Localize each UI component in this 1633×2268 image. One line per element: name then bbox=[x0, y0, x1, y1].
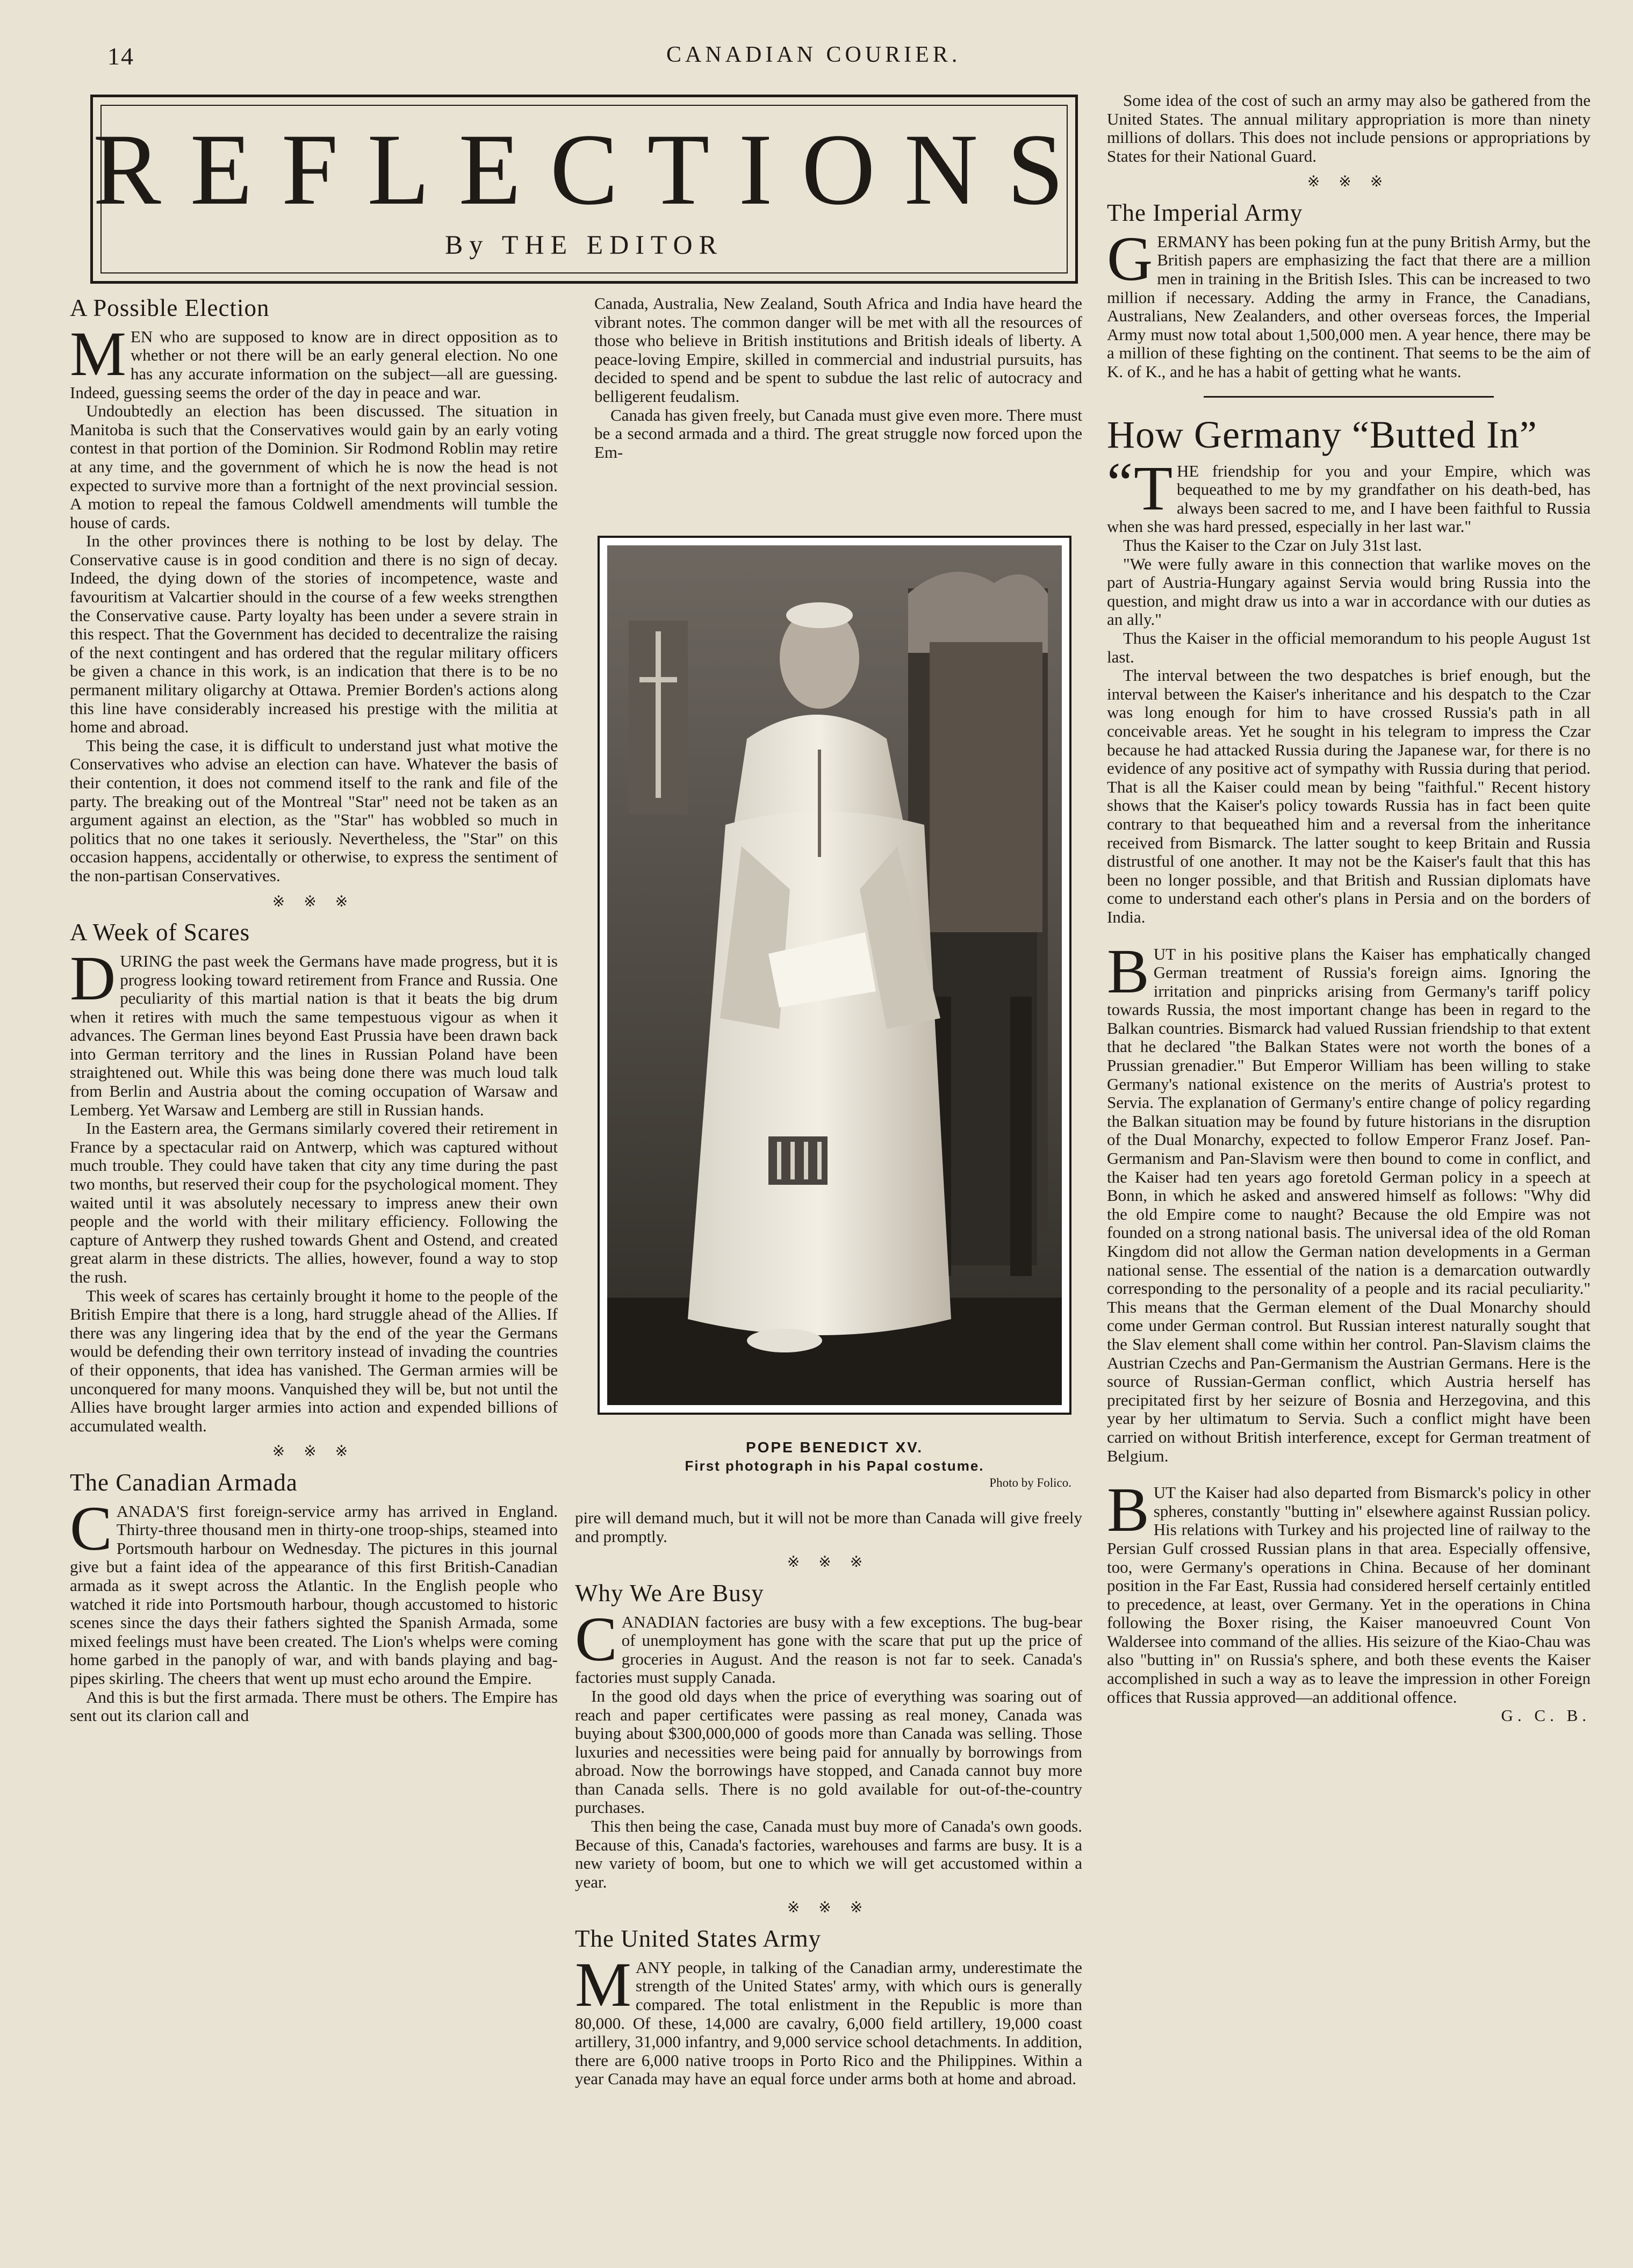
photo-pope-benedict bbox=[598, 536, 1071, 1415]
column-2-top bbox=[594, 294, 1082, 462]
article-paragraph: And this is but the first armada. There must be others. The Empire has sent out its clarion call and bbox=[70, 1687, 558, 1725]
paragraph-text: HE friendship for you and your Empire, which was bequeathed to me by my grandfather on his death-bed, has always been sacred to me, and I have been faithful to Russia when she was hard pressed, especially in her last war." bbox=[1107, 461, 1591, 536]
paragraph-text: UT the Kaiser had also departed from Bismarck's policy in other spheres, constantly "butting in" elsewhere against Russian policy. His relations with Turkey and his projected line of railway to the Persian Gulf crossed Russian plans in that area. Especially offensive, too, were Germany's operations in China. Because of her dominant position in the Far East, Russia had considered herself certainly entitled to precedence, at least, over Germany. Yet in the operations in China following the Boxer rising, the Kaiser manoeuvred Count Von Waldersee into command of the allies. His seizure of the Kiao-Chau was also "butting in" on Russia's sphere, and both these events the Kaiser accomplished in such a way as to leave the impression in other Foreign offices that Russia approved—an additional offence. bbox=[1107, 1483, 1591, 1707]
article-paragraph: Canada, Australia, New Zealand, South Africa and India have heard the vibrant notes. The common danger will be met with all the resources of those who believe in British institutions and British ideals of liberty. A peace-loving Empire, skilled in commercial and industrial pursuits, has decided to spend and be spent to subdue the last relic of autocracy and belligerent feudalism. bbox=[594, 294, 1082, 406]
article-paragraph bbox=[70, 942, 558, 1119]
article-paragraph bbox=[1107, 1474, 1591, 1707]
section-heading: The Imperial Army bbox=[1107, 199, 1303, 226]
section-divider bbox=[1204, 396, 1494, 398]
photo-caption bbox=[598, 1438, 1071, 1491]
drop-cap: D bbox=[70, 942, 116, 1013]
article-paragraph: This then being the case, Canada must buy more of Canada's own goods. Because of this, Canada's factories, warehouses and farms are busy. It is a new variety of boom, but one to which we will get accustomed within a year. bbox=[575, 1817, 1082, 1891]
caption-subtitle: First photograph in his Papal costume. bbox=[685, 1458, 984, 1474]
article-paragraph: In the Eastern area, the Germans similarly covered their retirement in France by a spectacular raid on Antwerp, which was captured without much trouble. They could have taken that city any time during the past two months, but reserved their coup for the psychological moment. They waited until it was absolutely necessary to impress anew their own people and the world with their military efficiency. Following the capture of Antwerp they rushed towards Ghent and Ostend, and created great alarm in these districts. The allies, however, found a way to stop the rush. bbox=[70, 1119, 558, 1286]
article-paragraph: This being the case, it is difficult to understand just what motive the Conservatives who advise an election can have. Whatever the basis of their contention, it does not commend itself to the rank and file of the party. The breaking out of the Montreal "Star" need not be taken as an argument against an election, as the "Star" has wobbled so much in politics that no one takes it seriously. Nevertheless, the "Star" on this occasion happens, accidentally or otherwise, to express the sentiment of the non-partisan Conservatives. bbox=[70, 736, 558, 885]
section-heading: A Week of Scares bbox=[70, 919, 250, 946]
paragraph-text: ANY people, in talking of the Canadian army, underestimate the strength of the United States' army, with which ours is generally compared. The total enlistment in the Republic is more than 80,000. Of these, 14,000 are cavalry, 6,000 field artillery, 19,000 coast artillery, 31,000 infantry, and 9,000 service school detachments. In addition, there are 6,000 native troops in Porto Rico and the Philippines. Within a year Canada may have an equal force under arms both at home and abroad. bbox=[575, 1957, 1082, 2089]
masthead-byline: By THE EDITOR bbox=[444, 229, 724, 260]
article-paragraph bbox=[70, 1493, 558, 1688]
pope-portrait-image bbox=[607, 545, 1062, 1405]
article-paragraph: Thus the Kaiser to the Czar on July 31st last. bbox=[1123, 536, 1422, 555]
masthead-title: REFLECTIONS bbox=[93, 113, 1093, 226]
section-how-germany-butted-in bbox=[1107, 414, 1591, 1725]
section-heading: The Canadian Armada bbox=[70, 1468, 298, 1496]
column-2-bottom bbox=[575, 1509, 1082, 2089]
section-canadian-armada bbox=[70, 1469, 558, 1725]
opening-quote: “ bbox=[1107, 451, 1133, 515]
drop-cap: G bbox=[1107, 223, 1153, 294]
section-ornament: ※ ※ ※ bbox=[787, 1554, 871, 1571]
paragraph-text: UT in his positive plans the Kaiser has emphatically changed German treatment of Russia's foreign aims. Ignoring the irritation and pinpricks arising from Germany's tariff policy towards Russia, the most important change has been in regard to the Balkan countries. Bismarck had valued Russian friendship to that extent that he declared "the Balkan States were not worth the bones of a Prussian grenadier." But Emperor William has been willing to stake Germany's national existence on the merits of Austria's protest to Servia. The explanation of Germany's entire change of policy regarding the Balkan situation may be found by future historians in the disruption of the Dual Monarchy, expected to follow Emperor Franz Josef. Pan-Germanism and Pan-Slavism were then bound to come in conflict, and the Kaiser had ten years ago foretold German policy in a speech at Bonn, in which he asked and answered himself as follows: "Why did the old Empire come to naught? Because the old Empire was not founded on a strong national basis. The universal idea of the old Roman Kingdom did not allow the German nation developments in a German national sense. The essential of the nation is a demarcation outwardly corresponding to the personality of a people and its racial peculiarity." This means that the German element of the Dual Monarchy should come under German control. But Russian interest naturally sought that the Slav element shall come within her control. Pan-Slavism claims the Austrian Czechs and Pan-Germanism the Austrian Germans. Here is the source of Russian-German conflict, which Austria herself has precipitated first by her seizure of Bosnia and Herzegovina, and this year by her ultimatum to Servia. Such a conflict might have been carried on without British interference, except for German treatment of Belgium. bbox=[1107, 944, 1591, 1465]
article-paragraph: "We were fully aware in this connection that warlike moves on the part of Austria-Hungary against Servia would bring Russia into the question, and might draw us into a war in accordance with our duties as an ally." bbox=[1107, 554, 1591, 629]
section-ornament: ※ ※ ※ bbox=[1307, 174, 1391, 191]
section-heading: The United States Army bbox=[575, 1925, 822, 1953]
article-paragraph bbox=[1107, 223, 1591, 381]
column-1 bbox=[70, 294, 558, 1725]
paragraph-text: URING the past week the Germans have made progress, but it is progress looking toward retirement from France and Russia. One peculiarity of this martial nation is that it beats the big drum when it retires with much the same tempestuous vigour as when it advances. The German lines beyond East Prussia have been drawn back into German territory and the lines in Russian Poland have been straightened out. While this was being done there was much loud talk from Berlin and Austria about the coming occupation of Warsaw and Lemberg. Yet Warsaw and Lemberg are still in Russian hands. bbox=[70, 951, 558, 1119]
drop-cap: B bbox=[1107, 935, 1149, 1006]
section-heading: A Possible Election bbox=[70, 294, 270, 321]
article-paragraph: Canada has given freely, but Canada must give even more. There must be a second armada and a third. The great struggle now forced upon the Em- bbox=[594, 405, 1082, 462]
article-paragraph: This week of scares has certainly brought it home to the people of the British Empire that there is a long, hard struggle ahead of the Allies. If there was any lingering idea that by the end of the year the Germans would be defending their own territory instead of invading the countries of their opponents, that idea has vanished. The German armies will be unconquered for many moons. Vanquished they will be, but not until the Allies have brought larger armies into action and expended billions of accumulated wealth. bbox=[70, 1286, 558, 1435]
section-ornament: ※ ※ ※ bbox=[272, 1443, 356, 1460]
photo-credit: Photo by Folico. bbox=[989, 1476, 1071, 1490]
article-paragraph: Thus the Kaiser in the official memorandum to his people August 1st last. bbox=[1107, 629, 1591, 666]
article-paragraph bbox=[1107, 935, 1591, 1466]
page-number: 14 bbox=[107, 42, 134, 70]
drop-cap: T bbox=[1133, 452, 1173, 523]
masthead-box bbox=[90, 95, 1093, 284]
paragraph-text: EN who are supposed to know are in direct opposition as to whether or not there will be an early general election. No one has any accurate information on the subject—all are guessing. Indeed, guessing seems the order of the day in peace and war. bbox=[70, 327, 558, 402]
article-paragraph: pire will demand much, but it will not be more than Canada will give freely and promptly. bbox=[575, 1508, 1082, 1546]
article-heading: How Germany “Butted In” bbox=[1107, 413, 1537, 457]
section-possible-election bbox=[70, 294, 558, 885]
caption-title: POPE BENEDICT XV. bbox=[745, 1439, 924, 1456]
drop-cap: B bbox=[1107, 1474, 1149, 1545]
section-united-states-army bbox=[575, 1925, 1082, 2089]
drop-cap: C bbox=[575, 1603, 617, 1674]
article-paragraph: Some idea of the cost of such an army may also be gathered from the United States. The annual military appropriation is more than ninety millions of dollars. This does not include pensions or appropriations by States for their National Guard. bbox=[1107, 91, 1591, 165]
section-week-of-scares bbox=[70, 919, 558, 1435]
section-imperial-army bbox=[1107, 199, 1591, 381]
running-head: CANADIAN COURIER. bbox=[666, 42, 961, 67]
paragraph-text: ANADA'S first foreign-service army has arrived in England. Thirty-three thousand men in thirty-one troop-ships, steamed into Portsmouth harbour on Wednesday. The pictures in this journal give but a faint idea of the appearance of this first British-Canadian armada as it swept across the Atlantic. In the English people who watched it ride into Portsmouth harbour, though accustomed to historic scenes since the days their fathers sighted the Spanish Armada, some mixed feelings must have been created. The Lion's whelps were coming home garbed in the panoply of war, and with bands playing and bag-pipes skirling. The cheers that went up must echo around the Empire. bbox=[70, 1501, 558, 1688]
article-paragraph: Undoubtedly an election has been discussed. The situation in Manitoba is such that the Conservatives would gain by an early voting contest in that portion of the Dominion. Sir Rodmond Roblin may retire at any time, and the government of which he is now the head is not expected to survive more than a fortnight of the next provincial session. A motion to repeal the famous Coldwell amendments will tumble the house of cards. bbox=[70, 401, 558, 532]
article-paragraph: In the good old days when the price of everything was soaring out of reach and paper certificates were passing as real money, Canada was buying about $300,000,000 of goods more than Canada was selling. Those luxuries and necessities were being paid for annually by borrowings from abroad. Now the borrowings have stopped, and Canada cannot buy more than Canada sells. There is no gold available for out-of-the-country purchases. bbox=[575, 1686, 1082, 1817]
section-heading: Why We Are Busy bbox=[575, 1579, 764, 1607]
section-ornament: ※ ※ ※ bbox=[787, 1899, 871, 1917]
section-why-we-are-busy bbox=[575, 1580, 1082, 1892]
paragraph-text: ANADIAN factories are busy with a few exceptions. The bug-bear of unemployment has gone with the scare that put up the price of groceries in August. And the reason is not far to seek. Canada's factories must supply Canada. bbox=[575, 1612, 1082, 1687]
article-paragraph: In the other provinces there is nothing to be lost by delay. The Conservative cause is in good condition and there is no sign of decay. Indeed, the dying down of the stories of incompetence, waste and favouritism at Valcartier should in the course of a few weeks strengthen the Conservative cause. Party loyalty has been under a severe strain in this respect. That the Government has decided to decentralize the raising of the next contingent and has ordered that the regular military officers be given a chance in this work, is an indication that there is to be no permanent military oligarchy at Ottawa. Premier Borden's actions along this line have considerably increased his prestige with the militia at home and abroad. bbox=[70, 531, 558, 737]
article-paragraph bbox=[70, 318, 558, 402]
article-paragraph bbox=[575, 1949, 1082, 2089]
paragraph-text: ERMANY has been poking fun at the puny British Army, but the British papers are emphasizing the fact that there are a million men in training in the British Isles. This can be increased to two million if necessary. Adding the army in France, the Canadians, Australians, New Zealanders, and other overseas forces, the Imperial Army must now total about 1,500,000 men. A year hence, there may be a million of these fighting on the continent. That seems to be the aim of K. of K., and he has a habit of getting what he wants. bbox=[1107, 232, 1591, 381]
article-paragraph: The interval between the two despatches is brief enough, but the interval between the Kaiser's inheritance and his despatch to the Czar was long enough for him to have crossed Russia's path in all conceivable areas. Yet he sought in his telegram to impress the Czar because he had attacked Russia during the Japanese war, for there is no evidence of any positive act of sympathy with Russia during that period. That is all the Kaiser could mean by being "faithful." Recent history shows that the Kaiser's policy towards Russia has in fact been quite contrary to that bequeathed him and a reversal from the inheritance received from Bismarck. The latter sought to keep Britain and Russia distrustful of one another. It may not be the Kaiser's fault that this has been no longer possible, and that British and Russian diplomats have come to understand each other's plans in Persia and on the borders of India. bbox=[1107, 666, 1591, 926]
author-signature: G. C. B. bbox=[1501, 1706, 1591, 1725]
section-ornament: ※ ※ ※ bbox=[272, 893, 356, 910]
article-paragraph bbox=[1107, 451, 1591, 536]
drop-cap: M bbox=[575, 1949, 631, 2020]
drop-cap: C bbox=[70, 1493, 112, 1564]
column-3 bbox=[1107, 91, 1591, 1725]
drop-cap: M bbox=[70, 318, 126, 389]
article-paragraph bbox=[575, 1603, 1082, 1687]
